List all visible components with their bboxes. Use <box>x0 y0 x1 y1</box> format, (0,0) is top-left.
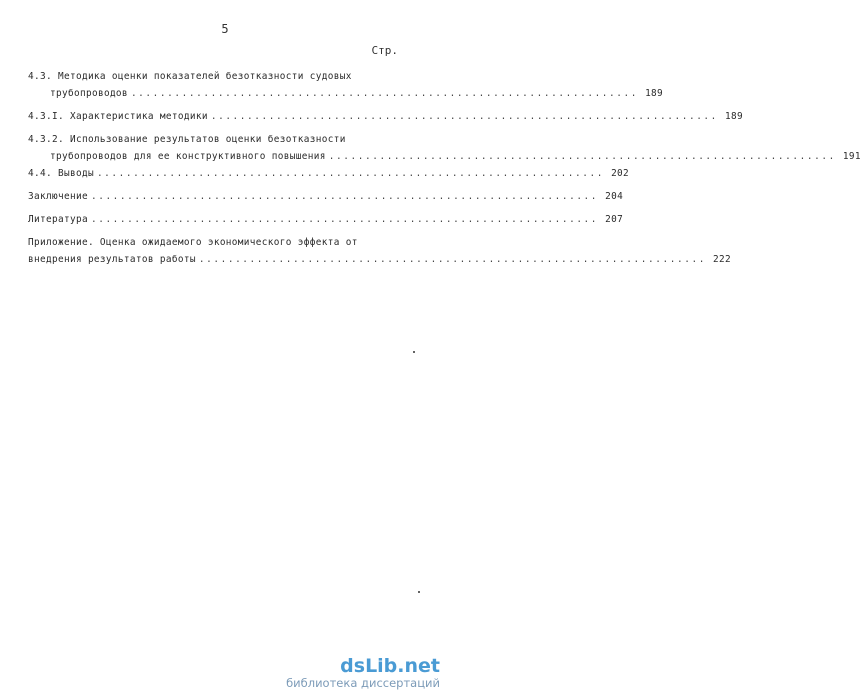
toc-entry <box>28 68 664 102</box>
dot-leader: ...................................................................... <box>90 214 599 225</box>
toc-entry-title: Заключение <box>28 191 88 202</box>
toc-entry-title: 4.4. Выводы <box>28 168 94 179</box>
watermark <box>286 656 440 690</box>
toc-entry-page: 189 <box>724 111 743 122</box>
toc-entry-title: 4.3.2. Использование результатов оценки безотказности <box>28 134 346 145</box>
toc-entry-page: 204 <box>605 191 624 202</box>
table-of-contents <box>28 68 861 268</box>
toc-entry <box>28 131 861 165</box>
toc-entry <box>28 234 731 268</box>
toc-entry-title: внедрения результатов работы <box>28 254 196 265</box>
dot-leader: ...................................................................... <box>130 88 639 99</box>
toc-entry-title: 4.3. Методика оценки показателей безотказности судовых <box>28 71 352 82</box>
page-column-heading: Стр. <box>371 44 398 57</box>
toc-entry-title: Литература <box>28 214 88 225</box>
toc-entry-title: трубопроводов для ее конструктивного повышения <box>50 151 326 162</box>
toc-entry-title: Приложение. Оценка ожидаемого экономического эффекта от <box>28 237 358 248</box>
watermark-logo: dsLib.net <box>340 655 440 677</box>
toc-entry-title: 4.3.I. Характеристика методики <box>28 111 208 122</box>
dot-leader: ...................................................................... <box>198 254 706 265</box>
dot-leader: ...................................................................... <box>210 111 718 122</box>
scan-speck <box>418 591 420 593</box>
toc-entry <box>28 108 743 125</box>
toc-entry-page: 191 <box>842 151 861 162</box>
toc-entry <box>28 188 624 205</box>
toc-entry-page: 202 <box>611 168 630 179</box>
scan-speck <box>413 351 415 353</box>
toc-entry-page: 189 <box>645 88 664 99</box>
dot-leader: ...................................................................... <box>90 191 599 202</box>
toc-entry <box>28 211 624 228</box>
toc-entry-page: 222 <box>712 254 731 265</box>
toc-entry <box>28 165 630 182</box>
dot-leader: ...................................................................... <box>328 151 836 162</box>
watermark-subtitle: библиотека диссертаций <box>286 676 440 690</box>
dot-leader: ...................................................................... <box>96 168 605 179</box>
page-number: 5 <box>221 22 229 36</box>
toc-entry-page: 207 <box>605 214 624 225</box>
toc-entry-title: трубопроводов <box>50 88 128 99</box>
